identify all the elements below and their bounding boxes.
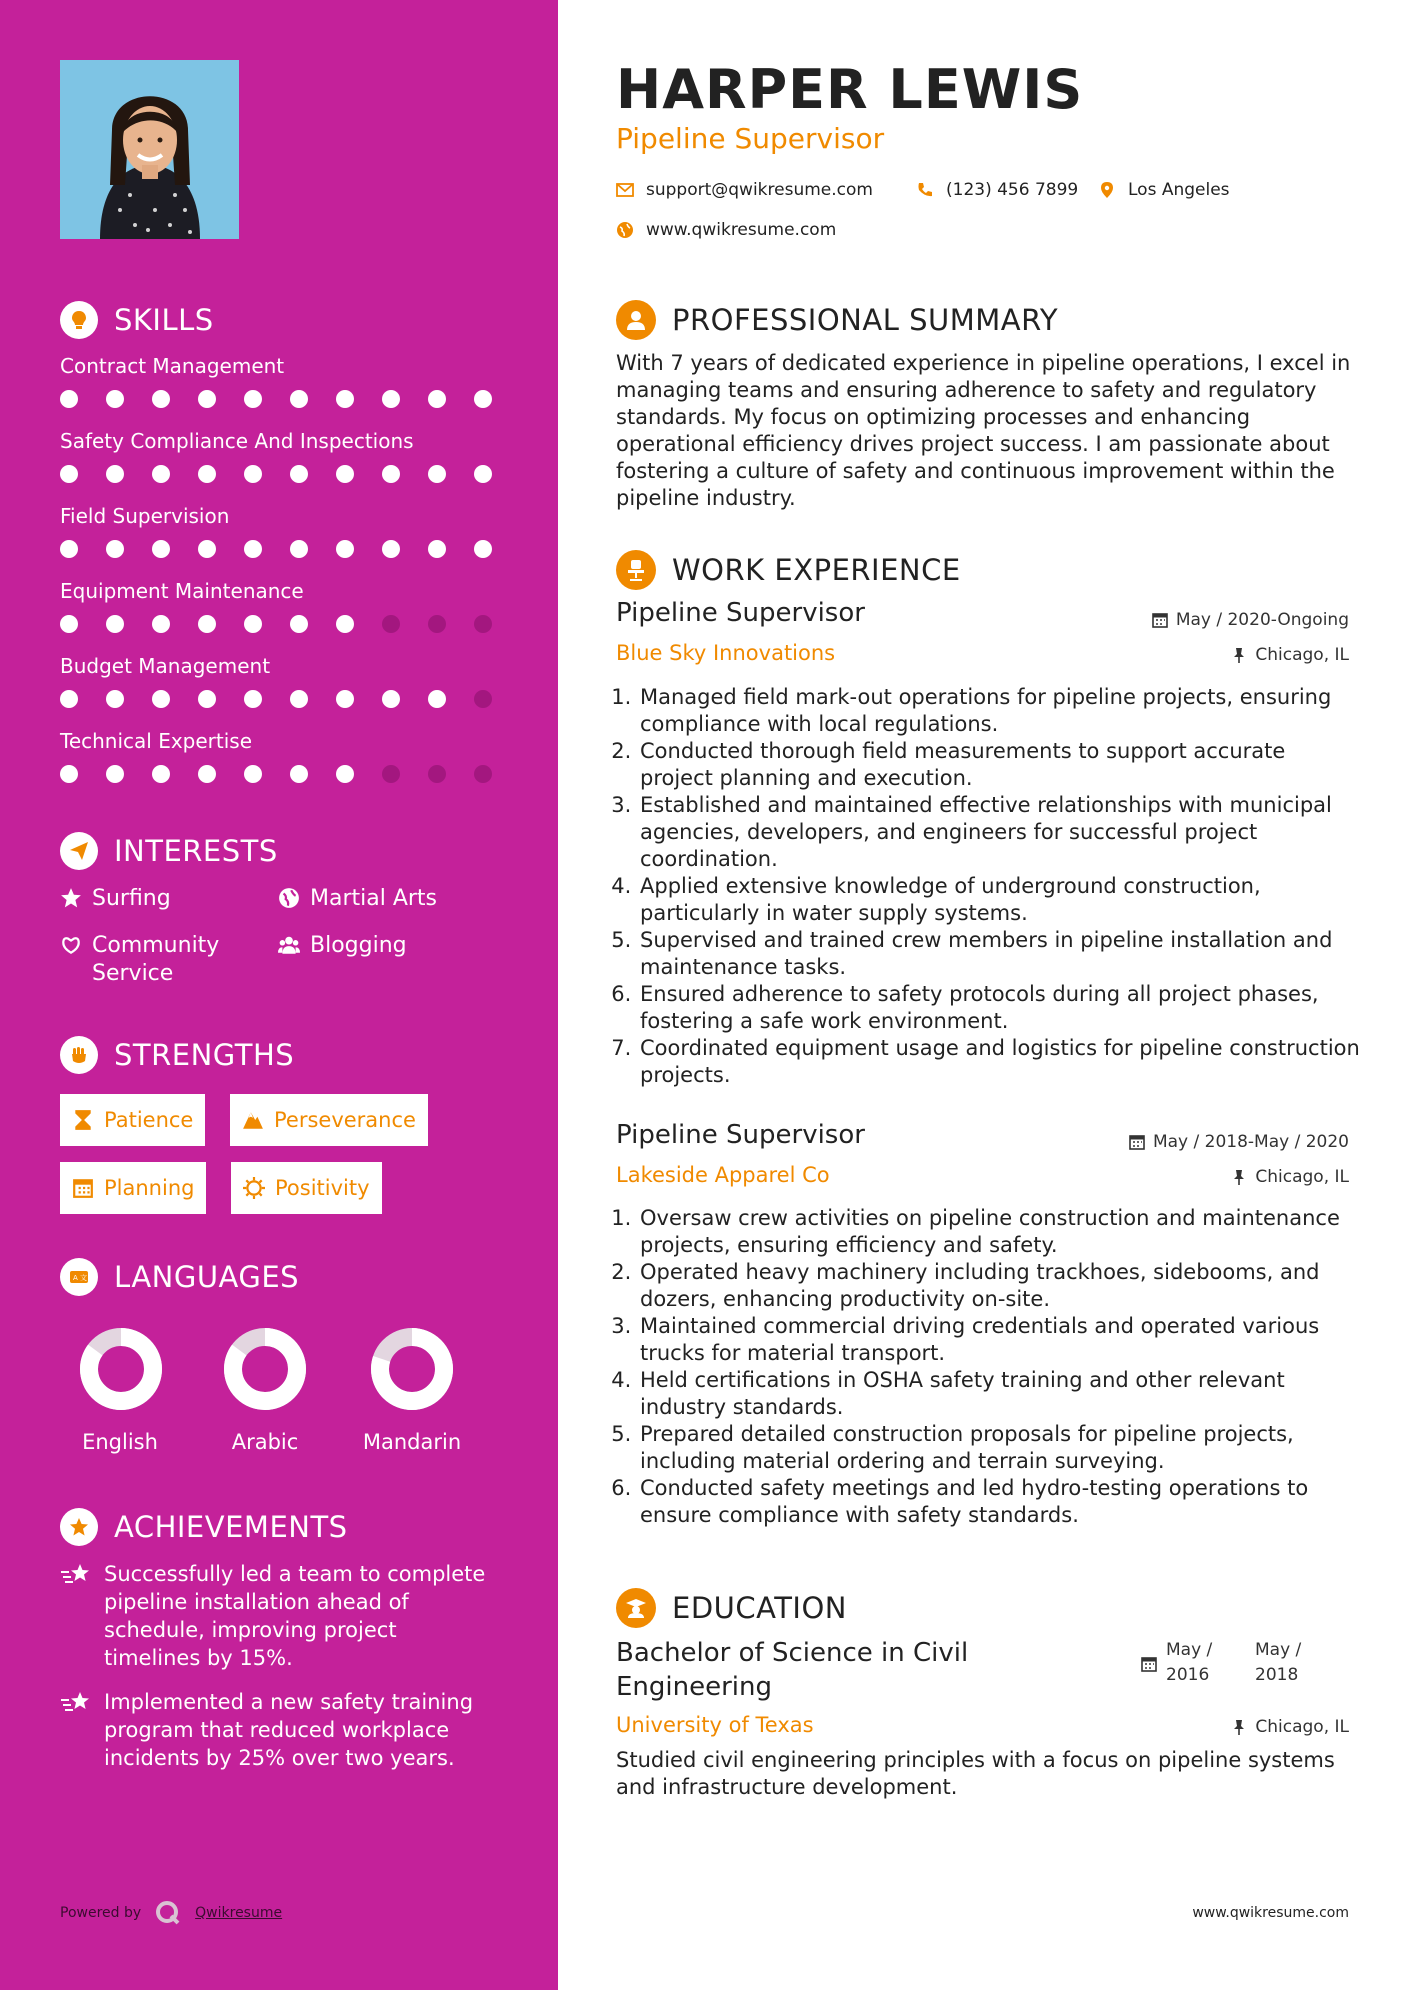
summary-heading (616, 300, 1058, 340)
strength-badge (231, 1162, 382, 1214)
skill-dot (474, 540, 492, 558)
job-title: Pipeline Supervisor (616, 1120, 865, 1150)
skill-dot (428, 465, 446, 483)
location-text: Los Angeles (1128, 180, 1230, 200)
skill-dot (60, 765, 78, 783)
job-dates-text: May / 2020-Ongoing (1175, 610, 1349, 630)
achievement-item (60, 1688, 490, 1772)
globe-icon (616, 221, 634, 239)
skill-dot (428, 390, 446, 408)
shooting-star-icon (60, 1690, 92, 1716)
job-company: Blue Sky Innovations (616, 641, 836, 665)
skill-dot (428, 765, 446, 783)
candidate-role: Pipeline Supervisor (616, 122, 885, 155)
job-location (1231, 645, 1349, 665)
lightbulb-icon (60, 301, 98, 339)
interests-title: INTERESTS (114, 834, 278, 868)
interest-label: Surfing (92, 886, 171, 911)
school-name: University of Texas (616, 1713, 814, 1737)
office-chair-icon (616, 550, 656, 590)
skill-dot (382, 615, 400, 633)
skill-label: Safety Compliance And Inspections (60, 429, 414, 453)
skill-dot (382, 390, 400, 408)
skill-dot (198, 765, 216, 783)
powered-by-text: Powered by (60, 1905, 142, 1921)
education-end-date: May / 2018 (1255, 1640, 1302, 1685)
strength-label: Positivity (275, 1176, 370, 1200)
job-location (1231, 1167, 1349, 1187)
job-bullet: 6. Ensured adherence to safety protocols during all project phases, fostering a safe work environment. (638, 981, 1361, 1035)
contact-website (616, 220, 836, 240)
graduate-icon (616, 1588, 656, 1628)
skill-dot (106, 765, 124, 783)
job-bullet: 2. Operated heavy machinery including trackhoes, sidebooms, and dozers, enhancing productivity on-site. (638, 1259, 1361, 1313)
profile-photo (60, 60, 239, 239)
skill-dot (474, 465, 492, 483)
skill-dot (336, 390, 354, 408)
skill-dot (106, 465, 124, 483)
skill-dot (244, 540, 262, 558)
experience-heading (616, 550, 961, 590)
education-title: EDUCATION (672, 1591, 848, 1625)
job-dates (1152, 610, 1349, 630)
candidate-name: HARPER LEWIS (616, 58, 1084, 121)
skill-dot (382, 690, 400, 708)
interest-item (60, 885, 171, 913)
skill-dot (244, 390, 262, 408)
skill-dot (290, 615, 308, 633)
skill-dot (198, 390, 216, 408)
phone-icon (916, 181, 934, 199)
job-location-text: Chicago, IL (1255, 1167, 1349, 1187)
job-bullets (616, 1205, 1361, 1529)
powered-by (60, 1900, 282, 1926)
skill-dot (428, 690, 446, 708)
svg-text:文: 文 (80, 1274, 87, 1282)
strength-badge (60, 1162, 206, 1214)
summary-text: With 7 years of dedicated experience in pipeline operations, I excel in managing teams and ensuring adherence to safety and regulatory standards. My focus on optimizing processes and enhancing operational efficiency drives project success. I am passionate about fostering a culture of safety and continuous improvement within the pipeline industry. (616, 351, 1351, 510)
education-start-date: May / 2016 (1166, 1640, 1213, 1685)
skill-rating (60, 540, 492, 558)
skill-dot (474, 390, 492, 408)
interest-label: Community Service (92, 933, 220, 986)
skill-dot (198, 615, 216, 633)
job-bullet: 2. Conducted thorough field measurements to support accurate project planning and execution. (638, 738, 1361, 792)
job-bullet: 4. Held certifications in OSHA safety training and other relevant industry standards. (638, 1367, 1361, 1421)
degree-title: Bachelor of Science in Civil Engineering (616, 1638, 969, 1702)
skill-dot (428, 540, 446, 558)
skill-dot (290, 390, 308, 408)
achievement-text: Implemented a new safety training program that reduced workplace incidents by 25% over two years. (104, 1690, 474, 1770)
skill-dot (60, 690, 78, 708)
calendar-icon (72, 1177, 94, 1199)
job-bullet: 1. Oversaw crew activities on pipeline construction and maintenance projects, ensuring efficiency and safety. (638, 1205, 1361, 1259)
sidebar (0, 0, 558, 1990)
qwikresume-logo-icon (155, 1900, 181, 1926)
email-text: support@qwikresume.com (646, 180, 873, 200)
mountain-icon (242, 1109, 264, 1131)
job-location-text: Chicago, IL (1255, 645, 1349, 665)
calendar-icon (1152, 612, 1168, 628)
skill-dot (106, 390, 124, 408)
language-label: Mandarin (362, 1430, 462, 1454)
job-dates (1129, 1132, 1349, 1152)
strength-label: Planning (104, 1176, 195, 1200)
summary-title: PROFESSIONAL SUMMARY (672, 303, 1059, 337)
job-dates-text: May / 2018-May / 2020 (1152, 1132, 1349, 1152)
education-location-text: Chicago, IL (1255, 1717, 1349, 1737)
skill-dot (60, 390, 78, 408)
skill-rating (60, 390, 492, 408)
footer-website-link[interactable]: www.qwikresume.com (1192, 1905, 1349, 1921)
skill-dot (382, 540, 400, 558)
users-icon (278, 934, 300, 956)
skill-dot (198, 690, 216, 708)
skill-dot (198, 540, 216, 558)
language-label: Arabic (231, 1430, 299, 1454)
skill-dot (198, 465, 216, 483)
shooting-star-icon (60, 1562, 92, 1588)
strength-label: Perseverance (274, 1108, 416, 1132)
achievements-title: ACHIEVEMENTS (114, 1510, 348, 1544)
skill-dot (244, 465, 262, 483)
skill-dot (382, 765, 400, 783)
job-bullet: 7. Coordinated equipment usage and logistics for pipeline construction projects. (638, 1035, 1361, 1089)
job-bullet: 5. Prepared detailed construction proposals for pipeline projects, including material ordering and terrain surveying. (638, 1421, 1361, 1475)
skill-dot (474, 615, 492, 633)
pushpin-icon (1231, 1169, 1247, 1185)
skill-label: Field Supervision (60, 504, 230, 528)
language-icon (60, 1258, 98, 1296)
skill-dot (152, 540, 170, 558)
skill-dot (474, 690, 492, 708)
skill-label: Contract Management (60, 354, 285, 378)
skill-dot (152, 465, 170, 483)
skill-rating (60, 765, 492, 783)
skill-rating (60, 690, 492, 708)
skill-label: Equipment Maintenance (60, 579, 304, 603)
skill-dot (428, 615, 446, 633)
skill-rating (60, 615, 492, 633)
skill-dot (152, 690, 170, 708)
skill-dot (106, 540, 124, 558)
skill-dot (290, 690, 308, 708)
calendar-icon (1129, 1134, 1145, 1150)
skills-title: SKILLS (114, 303, 214, 337)
main-content (558, 0, 1407, 1990)
skill-dot (290, 540, 308, 558)
envelope-icon (616, 181, 634, 199)
skill-dot (106, 690, 124, 708)
skill-dot (152, 765, 170, 783)
skill-dot (474, 765, 492, 783)
skill-rating (60, 465, 492, 483)
skill-dot (244, 765, 262, 783)
hourglass-icon (72, 1109, 94, 1131)
skill-dot (336, 765, 354, 783)
contact-location (1098, 180, 1230, 200)
skills-heading (60, 301, 214, 339)
award-star-icon (60, 1508, 98, 1546)
sun-icon (243, 1177, 265, 1199)
job-bullet: 6. Conducted safety meetings and led hydro-testing operations to ensure compliance with safety standards. (638, 1475, 1361, 1529)
pushpin-icon (1231, 647, 1247, 663)
skill-dot (290, 465, 308, 483)
education-description: Studied civil engineering principles with a focus on pipeline systems and infrastructure development. (616, 1748, 1335, 1799)
interests-heading (60, 832, 278, 870)
job-title: Pipeline Supervisor (616, 598, 865, 628)
fist-icon (60, 1036, 98, 1074)
job-bullet: 3. Established and maintained effective relationships with municipal agencies, developers, and engineers for successful project coordination. (638, 792, 1361, 873)
skill-label: Technical Expertise (60, 729, 253, 753)
strengths-heading (60, 1036, 294, 1074)
language-ring-english (78, 1326, 164, 1412)
job-company: Lakeside Apparel Co (616, 1163, 830, 1187)
qwikresume-link[interactable]: Qwikresume (195, 1905, 283, 1921)
strength-badge (230, 1094, 428, 1146)
globe-icon (278, 887, 300, 909)
website-text: www.qwikresume.com (646, 220, 837, 240)
paper-plane-icon (60, 832, 98, 870)
job-bullet: 3. Maintained commercial driving credentials and operated various trucks for material transport. (638, 1313, 1361, 1367)
language-ring-mandarin (369, 1326, 455, 1412)
phone-text: (123) 456 7899 (946, 180, 1079, 200)
skill-dot (152, 390, 170, 408)
strengths-title: STRENGTHS (114, 1038, 295, 1072)
pushpin-icon (1231, 1719, 1247, 1735)
skill-dot (382, 465, 400, 483)
interest-item (60, 932, 240, 988)
interest-item (278, 932, 407, 960)
education-location (1231, 1717, 1349, 1737)
strength-label: Patience (104, 1108, 194, 1132)
skill-dot (60, 465, 78, 483)
job-bullets (616, 684, 1361, 1089)
user-icon (616, 300, 656, 340)
skill-label: Budget Management (60, 654, 271, 678)
job-bullet: 1. Managed field mark-out operations for pipeline projects, ensuring compliance with local regulations. (638, 684, 1361, 738)
map-pin-icon (1098, 181, 1116, 199)
experience-title: WORK EXPERIENCE (672, 553, 961, 587)
heart-hands-icon (60, 934, 82, 956)
svg-text:A: A (73, 1274, 78, 1282)
skill-dot (336, 465, 354, 483)
contact-phone (916, 180, 1078, 200)
skill-dot (336, 690, 354, 708)
interest-item (278, 885, 437, 913)
language-ring-arabic (222, 1326, 308, 1412)
skill-dot (336, 615, 354, 633)
skill-dot (244, 615, 262, 633)
languages-heading (60, 1258, 299, 1296)
interest-label: Martial Arts (310, 886, 438, 911)
skill-dot (106, 615, 124, 633)
language-label: English (82, 1430, 158, 1454)
job-bullet: 4. Applied extensive knowledge of underground construction, particularly in water supply systems. (638, 873, 1361, 927)
job-bullet: 5. Supervised and trained crew members in pipeline installation and maintenance tasks. (638, 927, 1361, 981)
achievement-text: Successfully led a team to complete pipeline installation ahead of schedule, improving project timelines by 15%. (104, 1562, 486, 1670)
star-icon (60, 887, 82, 909)
skill-dot (336, 540, 354, 558)
contact-email (616, 180, 873, 200)
skill-dot (244, 690, 262, 708)
achievement-item (60, 1560, 490, 1672)
calendar-icon (1141, 1656, 1157, 1672)
skill-dot (60, 540, 78, 558)
interest-label: Blogging (310, 933, 407, 958)
skill-dot (60, 615, 78, 633)
strength-badge (60, 1094, 205, 1146)
achievements-heading (60, 1508, 348, 1546)
skill-dot (152, 615, 170, 633)
education-heading (616, 1588, 847, 1628)
skill-dot (290, 765, 308, 783)
languages-title: LANGUAGES (114, 1260, 300, 1294)
